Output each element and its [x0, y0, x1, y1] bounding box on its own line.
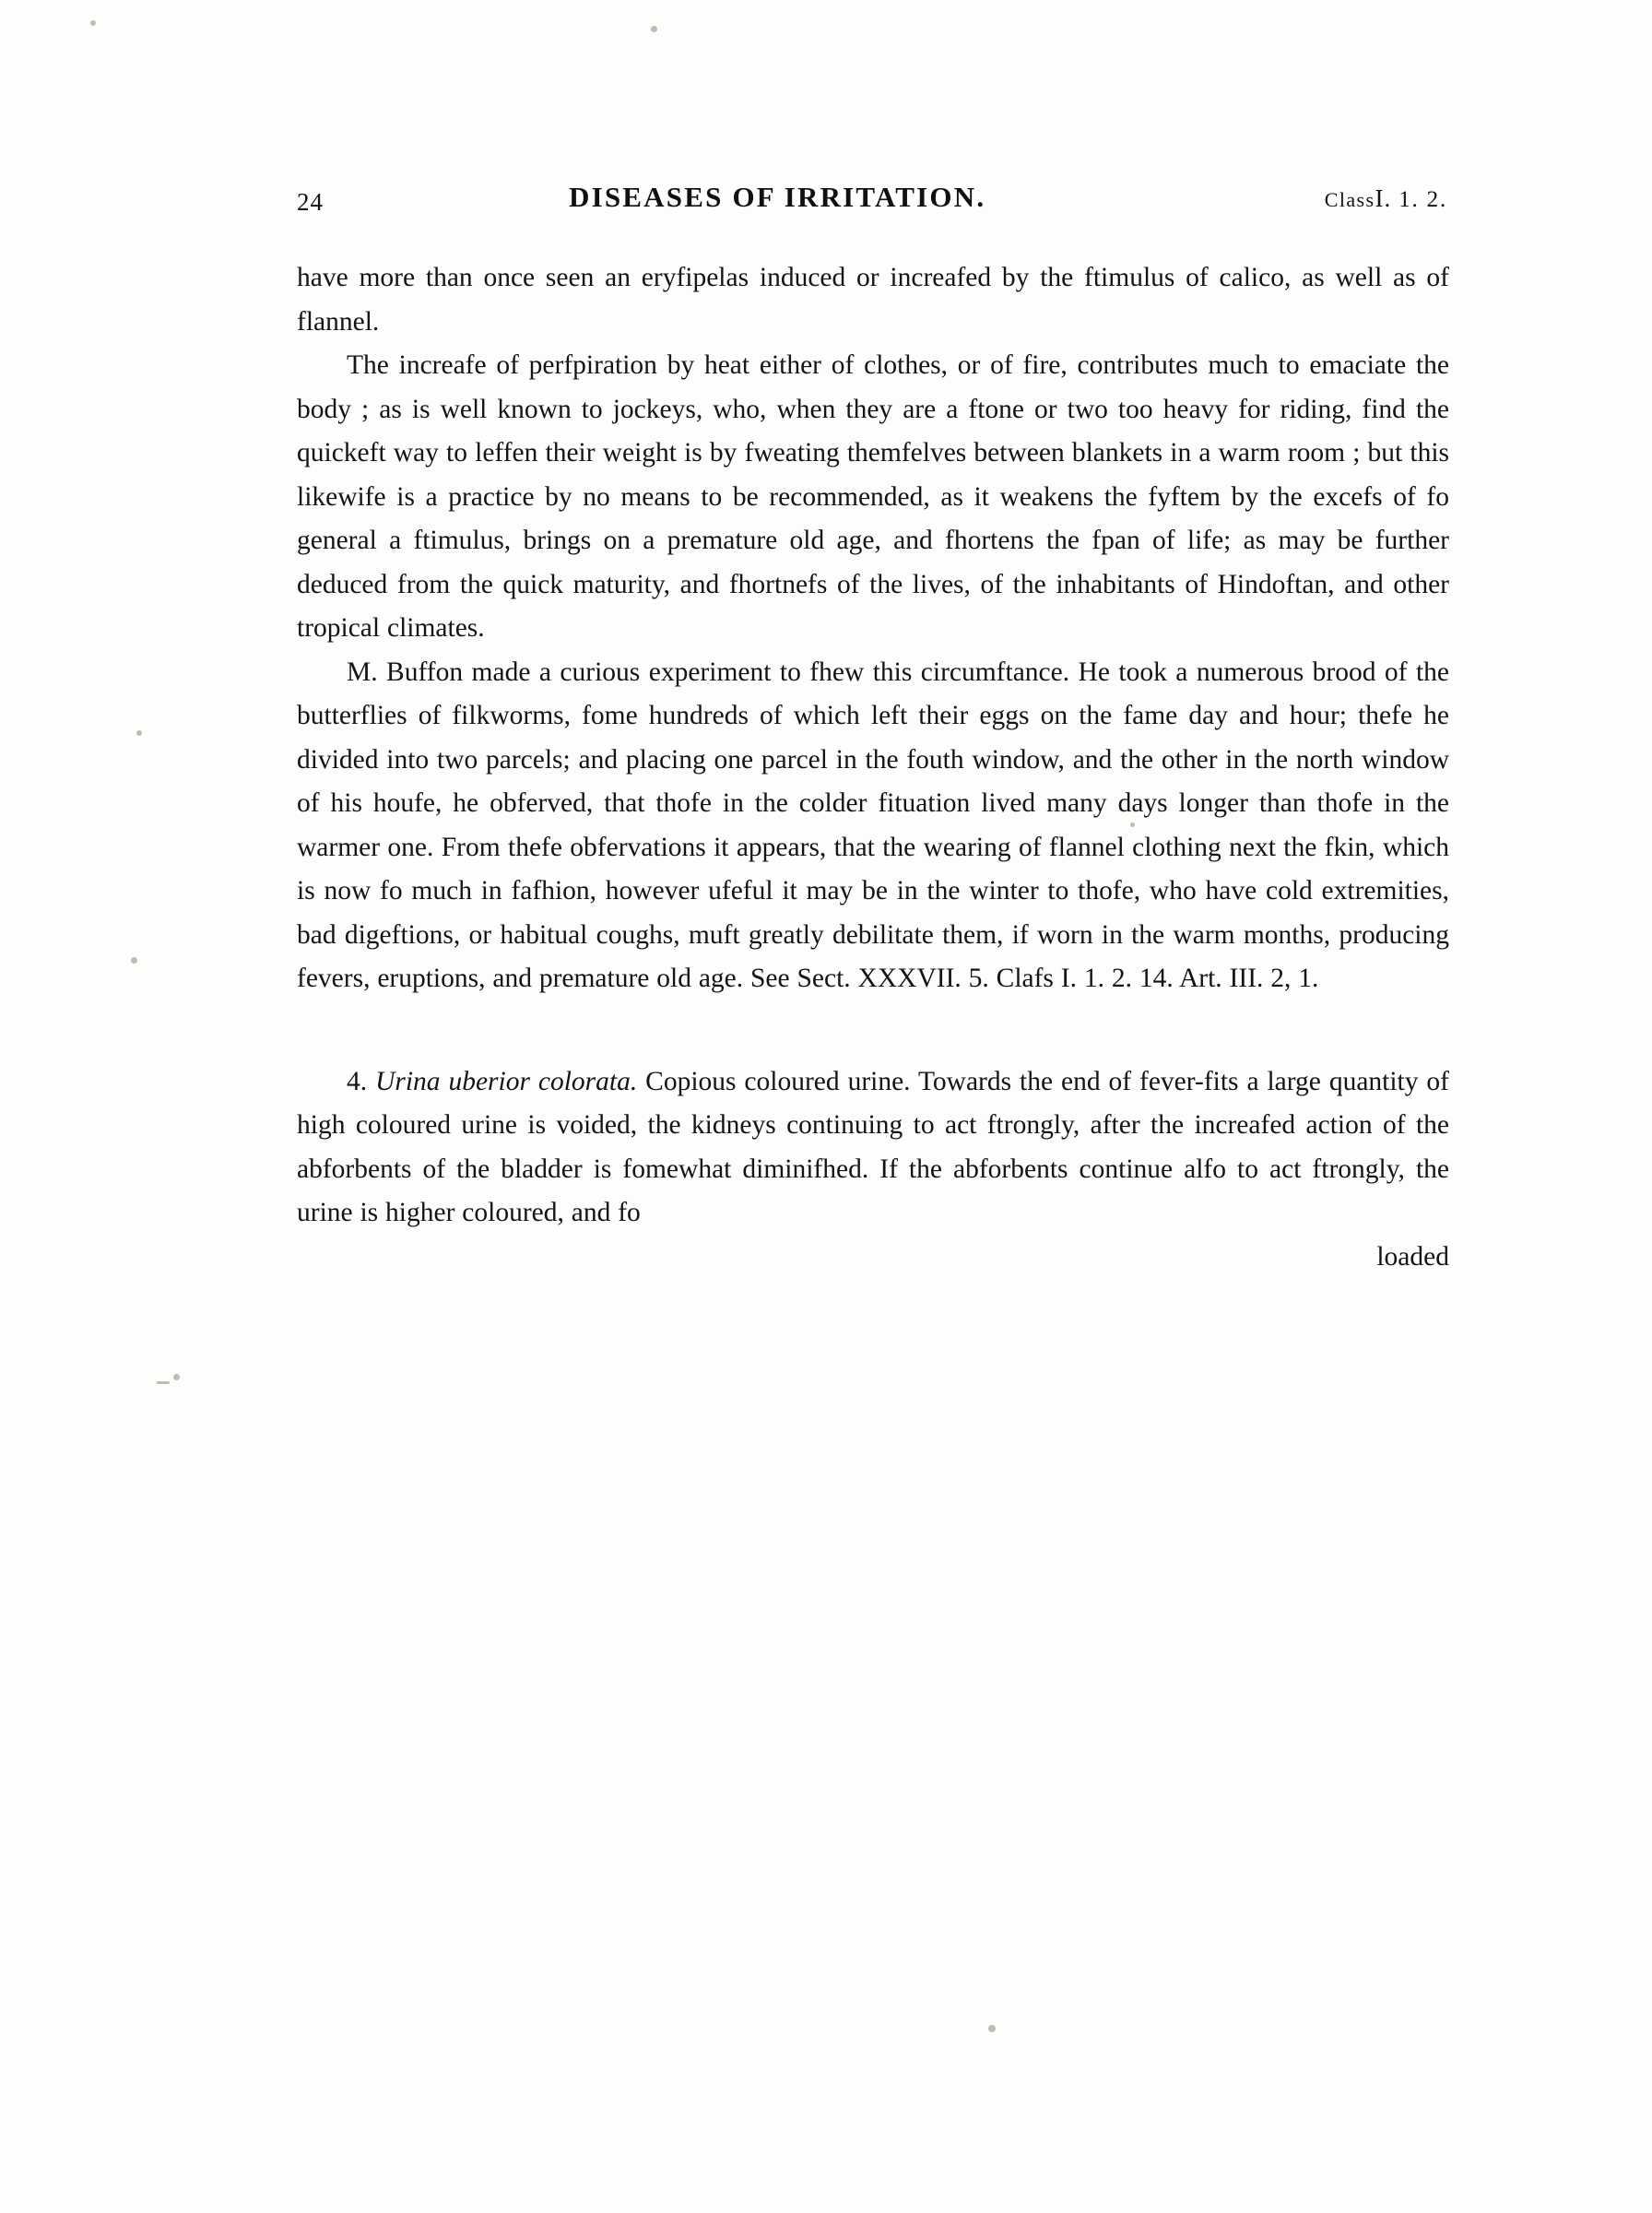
- section-number: 4.: [347, 1066, 368, 1096]
- catchword: loaded: [1376, 1241, 1449, 1272]
- section-latin-title: Urina uberior colorata.: [375, 1066, 638, 1096]
- class-label-caps: Class: [1324, 188, 1375, 211]
- page-number: 24: [297, 188, 324, 216]
- paper-speck: [90, 20, 96, 26]
- page-header: [297, 181, 1449, 232]
- paragraph: The increafe of perfpiration by heat either of clothes, or of fire, contributes much to emaciate the body ; as is well known to jockeys, who, when they are a ftone or two too heavy for riding, find the quickeft way to leffen their weight is by fweating themfelves between blankets in a warm room ; but this likewife is a practice by no means to be recommended, as it weakens the fyftem by the excefs of fo general a ftimulus, brings on a premature old age, and fhortens the fpan of life; as may be further deduced from the quick maturity, and fhortnefs of the lives, of the inhabitants of Hindoftan, and other tropical climates.: [297, 350, 1449, 643]
- paper-speck: [173, 1374, 180, 1380]
- paper-speck: [988, 2025, 996, 2032]
- page-content: [297, 181, 1449, 1279]
- running-title: DISEASES OF IRRITATION.: [569, 181, 986, 213]
- paper-speck: [651, 26, 657, 32]
- body-text: [297, 256, 1449, 1279]
- class-label-roman: I.: [1375, 184, 1392, 212]
- paper-speck: [131, 957, 137, 964]
- class-label: [1325, 184, 1447, 213]
- section-body: Copious coloured urine. Towards the end of fever-fits a large quantity of high coloured urine is voided, the kidneys continuing to act ftrongly, after the increafed action of the abforbents of the bladder is fomewhat diminifhed. If the abforbents continue alfo to act ftrongly, the urine is higher coloured, and fo: [297, 1066, 1450, 1227]
- paragraph: have more than once seen an eryfipelas induced or increafed by the ftimulus of calico, as well as of flannel.: [297, 263, 1449, 337]
- paper-speck: [136, 730, 142, 736]
- section-paragraph: [297, 1060, 1449, 1236]
- class-label-number: 1. 2.: [1398, 187, 1447, 212]
- paragraph: M. Buffon made a curious experiment to fhew this circumftance. He took a numerous brood of the butterflies of filkworms, fome hundreds of which left their eggs on the fame day and hour; thefe he divided into two parcels; and placing one parcel in the fouth window, and the other in the north window of his houfe, he obferved, that thofe in the colder fituation lived many days longer than thofe in the warmer one. From thefe obfervations it appears, that the wearing of flannel clothing next the fkin, which is now fo much in fafhion, however ufeful it may be in the winter to thofe, who have cold extremities, bad digeftions, or habitual coughs, muft greatly debilitate them, if worn in the warm months, producing fevers, eruptions, and premature old age. See Sect. XXXVII. 5. Clafs I. 1. 2. 14. Art. III. 2, 1.: [297, 657, 1449, 993]
- paper-speck: [157, 1381, 170, 1384]
